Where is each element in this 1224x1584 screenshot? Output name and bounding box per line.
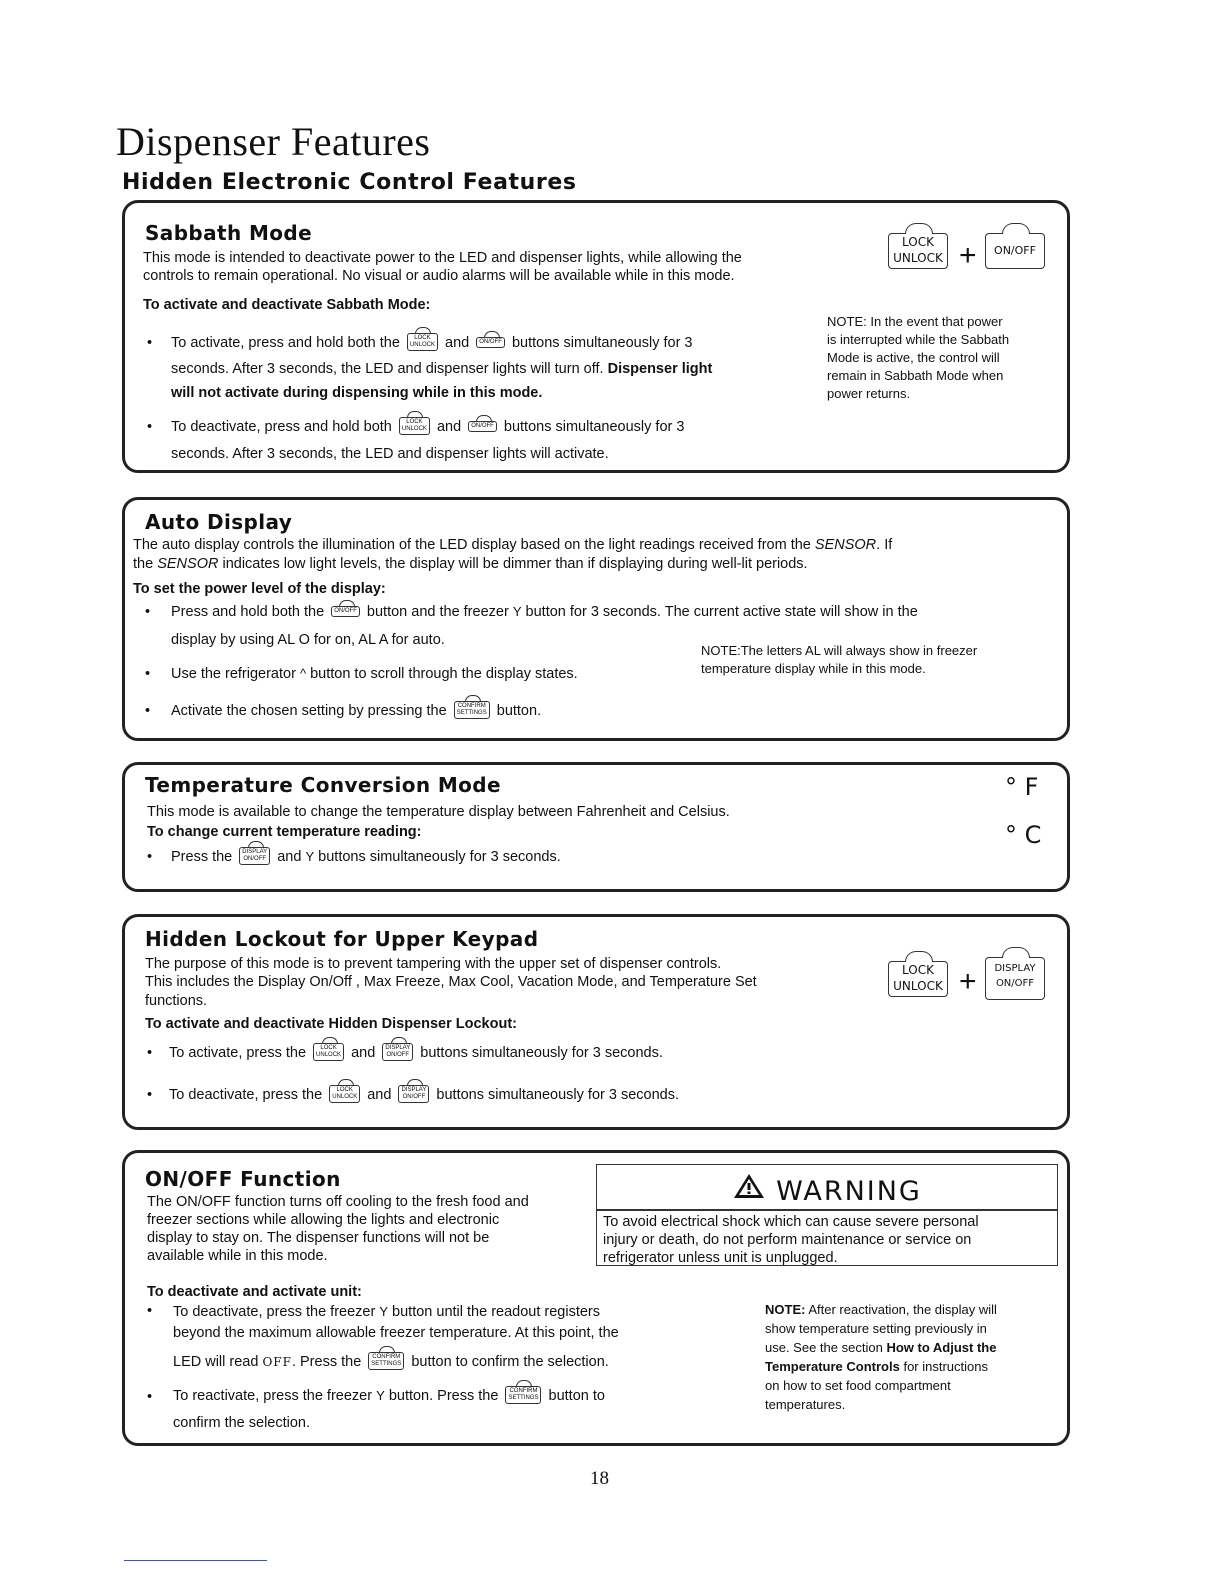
onoff-note-6: temperatures. <box>765 1397 846 1412</box>
section-reference: Temperature Controls <box>765 1359 900 1374</box>
onoff-note-4 <box>765 1358 988 1376</box>
auto-note-2: temperature display while in this mode. <box>701 661 926 676</box>
on-off-key-icon <box>476 337 505 348</box>
note-label: NOTE: <box>765 1302 806 1317</box>
sabbath-mode-section <box>122 200 1070 473</box>
sabbath-deactivate-line-2: seconds. After 3 seconds, the LED and dispenser lights will activate. <box>171 446 609 462</box>
sabbath-deactivate-line-1 <box>171 418 684 436</box>
lock-unlock-key-icon <box>313 1043 344 1061</box>
text: button. Press the <box>388 1388 499 1404</box>
auto-display-section <box>122 497 1070 741</box>
bullet: • <box>147 1045 153 1061</box>
sabbath-subhead: To activate and deactivate Sabbath Mode: <box>143 297 431 313</box>
key-label: SETTINGS <box>508 1395 539 1402</box>
temp-intro: This mode is available to change the temperature display between Fahrenheit and Celsius. <box>147 804 730 820</box>
display-on-off-key-icon <box>239 847 270 865</box>
sabbath-heading: Sabbath Mode <box>145 221 313 245</box>
sabbath-activate-line-2 <box>171 360 712 378</box>
bullet: • <box>147 419 153 435</box>
text: buttons simultaneously for 3 <box>503 419 685 435</box>
key-label: LOCK <box>902 235 934 249</box>
fahrenheit-label: ° F <box>1005 773 1039 801</box>
onoff-note-3 <box>765 1339 996 1357</box>
key-label: ON/OFF <box>471 422 494 429</box>
sabbath-intro-2: controls to remain operational. No visual or audio alarms will be available while in this mode. <box>143 268 735 284</box>
text: The auto display controls the illumination of the LED display based on the light readings received from the <box>133 537 811 553</box>
text: To activate, press and hold both the <box>171 335 400 351</box>
confirm-settings-key-icon <box>454 701 490 719</box>
freezer-icon: Y <box>376 1388 385 1403</box>
text: After reactivation, the display will <box>808 1302 997 1317</box>
text: and <box>351 1045 376 1061</box>
text: To deactivate, press the <box>169 1087 323 1103</box>
text: To activate, press the <box>169 1045 307 1061</box>
text: buttons simultaneously for 3 seconds. <box>420 1045 663 1061</box>
display-on-off-key-icon <box>382 1043 413 1061</box>
text: button for 3 seconds. The current active state will show in the <box>525 604 918 620</box>
text: LED will read <box>173 1354 259 1370</box>
text: the <box>133 556 154 572</box>
auto-intro-1 <box>133 536 892 554</box>
sensor-term: SENSOR <box>157 556 219 572</box>
celsius-label: ° C <box>1005 821 1042 849</box>
text: button to scroll through the display states. <box>310 666 578 682</box>
text: and <box>367 1087 392 1103</box>
on-off-key-icon <box>468 421 497 432</box>
text-bold: Dispenser light <box>607 361 713 377</box>
sabbath-note-2: is interrupted while the Sabbath <box>827 332 1010 347</box>
warning-text-3: refrigerator unless unit is unplugged. <box>603 1250 838 1266</box>
sabbath-note-4: remain in Sabbath Mode when <box>827 368 1004 383</box>
text: and <box>277 849 302 865</box>
bullet: • <box>147 1303 153 1319</box>
key-label: LOCK <box>320 1045 337 1052</box>
temp-subhead: To change current temperature reading: <box>147 824 422 840</box>
auto-step-1-line-2: display by using AL O for on, AL A for auto. <box>171 632 445 648</box>
key-label: LOCK <box>414 335 431 342</box>
freezer-icon: Y <box>305 849 315 864</box>
text: Press and hold both the <box>171 604 325 620</box>
lockout-intro-2: This includes the Display On/Off , Max Freeze, Max Cool, Vacation Mode, and Temperature Set <box>145 974 757 990</box>
key-label: SETTINGS <box>371 1361 402 1368</box>
key-label: DISPLAY <box>994 963 1036 974</box>
on-off-key-icon <box>331 606 360 617</box>
onoff-heading: ON/OFF Function <box>145 1167 341 1191</box>
key-label: CONFIRM <box>457 703 486 710</box>
key-label: LOCK <box>336 1087 353 1094</box>
key-label: ON/OFF <box>243 856 267 863</box>
off-readout: OFF <box>262 1355 292 1369</box>
sabbath-note-3: Mode is active, the control will <box>827 350 1000 365</box>
bullet: • <box>147 849 153 865</box>
text: indicates low light levels, the display will be dimmer than if displaying during well-lit periods. <box>222 556 808 572</box>
page-title: Dispenser Features <box>116 119 431 164</box>
temp-heading: Temperature Conversion Mode <box>145 773 501 797</box>
sabbath-intro-1: This mode is intended to deactivate power to the LED and dispenser lights, while allowing the <box>143 250 742 266</box>
auto-subhead: To set the power level of the display: <box>133 581 386 597</box>
freezer-icon: Y <box>512 604 522 619</box>
confirm-settings-key-icon <box>505 1386 541 1404</box>
onoff-reactivate-line-1 <box>173 1387 605 1405</box>
onoff-deactivate-line-2: beyond the maximum allowable freezer temperature. At this point, the <box>173 1325 619 1341</box>
sensor-term: SENSOR <box>814 537 877 553</box>
bullet: • <box>145 703 151 719</box>
onoff-deactivate-line-1 <box>173 1303 600 1321</box>
text: button to confirm the selection. <box>411 1354 609 1370</box>
onoff-intro-1: The ON/OFF function turns off cooling to the fresh food and <box>147 1194 529 1210</box>
onoff-deactivate-line-3 <box>173 1353 609 1371</box>
auto-step-2 <box>171 665 578 683</box>
key-label: ON/OFF <box>334 607 357 614</box>
text: . Press the <box>291 1354 362 1370</box>
sabbath-note-5: power returns. <box>827 386 911 401</box>
text: button and the freezer <box>366 604 509 620</box>
warning-triangle-icon <box>732 1172 766 1205</box>
display-on-off-key-icon <box>985 957 1045 1000</box>
sabbath-activate-line-1 <box>171 334 693 352</box>
plus-sign: + <box>959 239 977 272</box>
lock-unlock-key-icon <box>399 417 430 435</box>
key-label: UNLOCK <box>332 1094 358 1101</box>
text: button until the readout registers <box>392 1304 601 1320</box>
key-label: CONFIRM <box>509 1388 538 1395</box>
text: To reactivate, press the freezer <box>173 1388 373 1404</box>
bullet: • <box>147 1087 153 1103</box>
sabbath-activate-line-3: will not activate during dispensing while in this mode. <box>171 385 543 401</box>
key-label: DISPLAY <box>385 1045 411 1052</box>
lockout-deactivate <box>169 1086 679 1104</box>
lock-unlock-key-icon <box>888 233 948 269</box>
warning-text-1: To avoid electrical shock which can cause severe personal <box>603 1214 979 1230</box>
auto-step-1-line-1 <box>171 603 918 621</box>
key-label: ON/OFF <box>995 978 1035 989</box>
onoff-intro-4: available while in this mode. <box>147 1248 328 1264</box>
key-label: ON/OFF <box>479 338 502 345</box>
key-label: LOCK <box>902 963 934 977</box>
lockout-subhead: To activate and deactivate Hidden Dispenser Lockout: <box>145 1016 517 1032</box>
text: buttons simultaneously for 3 <box>511 335 693 351</box>
text: seconds. After 3 seconds, the LED and dispenser lights will turn off. <box>171 361 604 377</box>
text: Press the <box>171 849 233 865</box>
lockout-heading: Hidden Lockout for Upper Keypad <box>145 927 539 951</box>
auto-heading: Auto Display <box>145 510 293 534</box>
warning-text-2: injury or death, do not perform maintenance or service on <box>603 1232 972 1248</box>
text: To deactivate, press the freezer <box>173 1304 376 1320</box>
onoff-note-1 <box>765 1301 997 1319</box>
lock-unlock-key-icon <box>329 1085 360 1103</box>
footnote-rule <box>124 1560 267 1561</box>
bullet: • <box>147 1389 153 1405</box>
onoff-note-2: show temperature setting previously in <box>765 1321 987 1336</box>
display-on-off-key-icon <box>398 1085 429 1103</box>
key-label: UNLOCK <box>893 979 943 993</box>
key-label: UNLOCK <box>409 342 435 349</box>
onoff-reactivate-line-2: confirm the selection. <box>173 1415 311 1431</box>
temperature-conversion-section <box>122 762 1070 892</box>
bullet: • <box>147 335 153 351</box>
warning-title: WARNING <box>776 1176 922 1207</box>
key-label: UNLOCK <box>316 1052 342 1059</box>
key-label: CONFIRM <box>372 1354 401 1361</box>
on-off-key-icon <box>985 233 1045 269</box>
bullet: • <box>145 604 151 620</box>
freezer-icon: Y <box>379 1304 389 1319</box>
page-number: 18 <box>590 1468 609 1489</box>
refrigerator-temp-icon: ^ <box>299 666 307 681</box>
lockout-intro-1: The purpose of this mode is to prevent tampering with the upper set of dispenser controls. <box>145 956 722 972</box>
bullet: • <box>145 666 151 682</box>
text: use. See the section <box>765 1340 883 1355</box>
text: Activate the chosen setting by pressing the <box>171 703 447 719</box>
text: To deactivate, press and hold both <box>171 419 392 435</box>
key-label: UNLOCK <box>893 251 943 265</box>
section-reference: How to Adjust the <box>886 1340 997 1355</box>
key-label: LOCK <box>406 419 423 426</box>
text: button to <box>548 1388 605 1404</box>
text: Use the refrigerator <box>171 666 296 682</box>
text: and <box>436 419 462 435</box>
key-label: DISPLAY <box>401 1087 427 1094</box>
onoff-note-5: on how to set food compartment <box>765 1378 951 1393</box>
auto-step-3 <box>171 702 541 720</box>
text: and <box>445 335 470 351</box>
onoff-subhead: To deactivate and activate unit: <box>147 1284 362 1300</box>
lock-unlock-key-icon <box>888 961 948 997</box>
lockout-activate <box>169 1044 663 1062</box>
confirm-settings-key-icon <box>368 1352 404 1370</box>
auto-intro-2 <box>133 555 808 573</box>
page-subtitle: Hidden Electronic Control Features <box>122 170 577 195</box>
key-label: DISPLAY <box>242 849 268 856</box>
warning-box <box>596 1164 1058 1266</box>
lockout-intro-3: functions. <box>145 993 208 1009</box>
key-label: ON/OFF <box>386 1052 410 1059</box>
text: for instructions <box>903 1359 989 1374</box>
sabbath-note-1: NOTE: In the event that power <box>827 314 1003 329</box>
hidden-lockout-section <box>122 914 1070 1130</box>
plus-sign: + <box>959 965 977 998</box>
warning-header <box>597 1165 1057 1211</box>
auto-note-1: NOTE:The letters AL will always show in freezer <box>701 643 978 658</box>
key-label: ON/OFF <box>402 1094 426 1101</box>
text: buttons simultaneously for 3 seconds. <box>436 1087 680 1103</box>
text: buttons simultaneously for 3 seconds. <box>318 849 561 865</box>
onoff-intro-3: display to stay on. The dispenser functions will not be <box>147 1230 490 1246</box>
text: . If <box>876 537 893 553</box>
lock-unlock-key-icon <box>407 333 438 351</box>
text: button. <box>496 703 542 719</box>
temp-step <box>171 848 561 866</box>
key-label: UNLOCK <box>401 426 427 433</box>
key-label: SETTINGS <box>456 710 487 717</box>
onoff-intro-2: freezer sections while allowing the lights and electronic <box>147 1212 500 1228</box>
key-label: ON/OFF <box>994 244 1036 257</box>
